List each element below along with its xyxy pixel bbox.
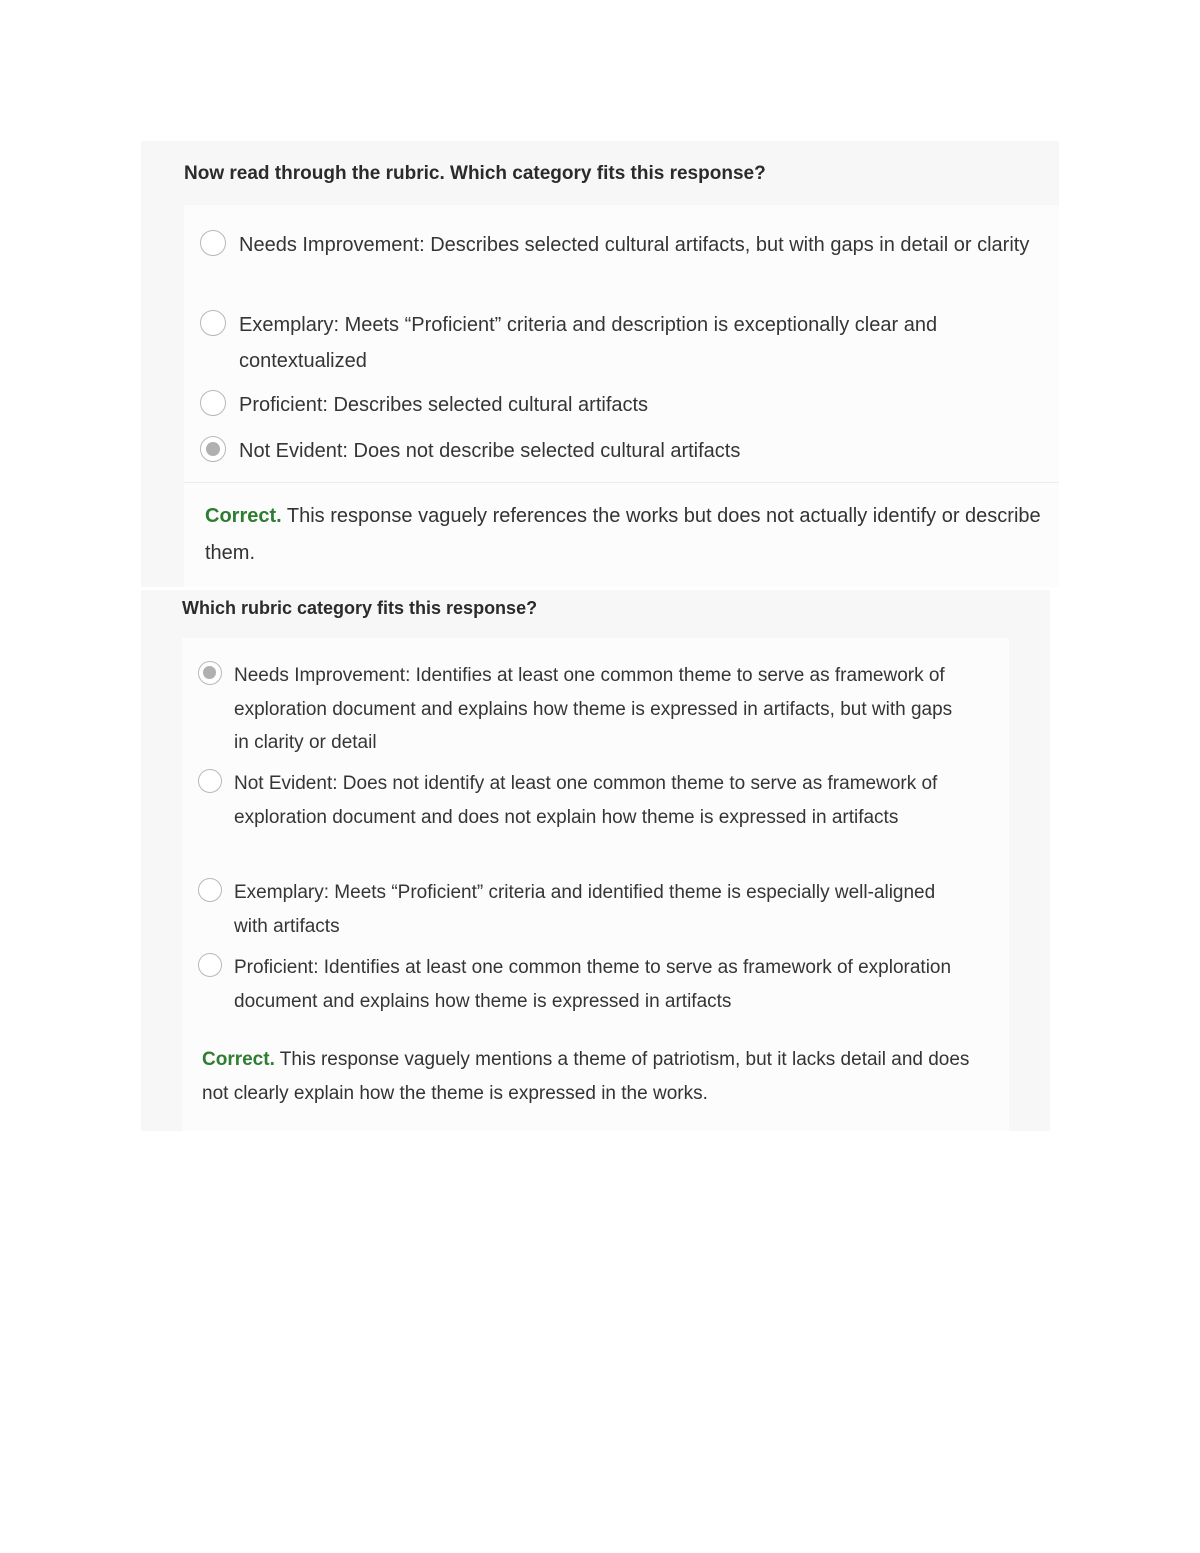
feedback-message (202, 1043, 972, 1111)
answer-option-label: Needs Improvement: Describes selected cultural artifacts, but with gaps in detail or clarity (239, 234, 1030, 256)
feedback-text: This response vaguely references the works but does not actually identify or describe them. (205, 505, 1041, 564)
answer-option-label: Exemplary: Meets “Proficient” criteria and description is exceptionally clear and contextualized (239, 314, 938, 372)
feedback-text: This response vaguely mentions a theme of patriotism, but it lacks detail and does not clearly explain how the theme is expressed in the works. (202, 1049, 970, 1104)
radio-button[interactable] (200, 230, 226, 256)
question-card-1 (141, 141, 1059, 587)
correct-label: Correct. (202, 1049, 275, 1070)
radio-button[interactable] (198, 769, 222, 793)
radio-button[interactable] (200, 310, 226, 336)
answer-option-label: Exemplary: Meets “Proficient” criteria and identified theme is especially well-aligned with artifacts (234, 882, 936, 937)
radio-button-selected[interactable] (200, 436, 226, 462)
radio-button[interactable] (200, 390, 226, 416)
answer-option-label: Needs Improvement: Identifies at least one common theme to serve as framework of exploration document and explains how theme is expressed in artifacts, but with gaps in clarity or detail (234, 665, 953, 753)
radio-button[interactable] (198, 878, 222, 902)
answer-option-label: Proficient: Describes selected cultural artifacts (239, 394, 649, 416)
question-card-2 (141, 590, 1050, 1131)
answer-option-label: Proficient: Identifies at least one common theme to serve as framework of exploration document and explains how theme is expressed in artifacts (234, 957, 952, 1012)
answer-options-panel (184, 205, 1059, 587)
feedback-message (205, 498, 1055, 572)
answer-option-label: Not Evident: Does not describe selected cultural artifacts (239, 440, 741, 462)
answer-options-panel (182, 638, 1009, 1131)
divider (184, 482, 1059, 483)
answer-option-label: Not Evident: Does not identify at least one common theme to serve as framework of exploration document and does not explain how theme is expressed in artifacts (234, 773, 938, 828)
correct-label: Correct. (205, 505, 282, 527)
radio-button[interactable] (198, 953, 222, 977)
question-prompt: Which rubric category fits this response? (182, 598, 538, 618)
question-prompt: Now read through the rubric. Which category fits this response? (184, 163, 766, 184)
radio-button-selected[interactable] (198, 661, 222, 685)
